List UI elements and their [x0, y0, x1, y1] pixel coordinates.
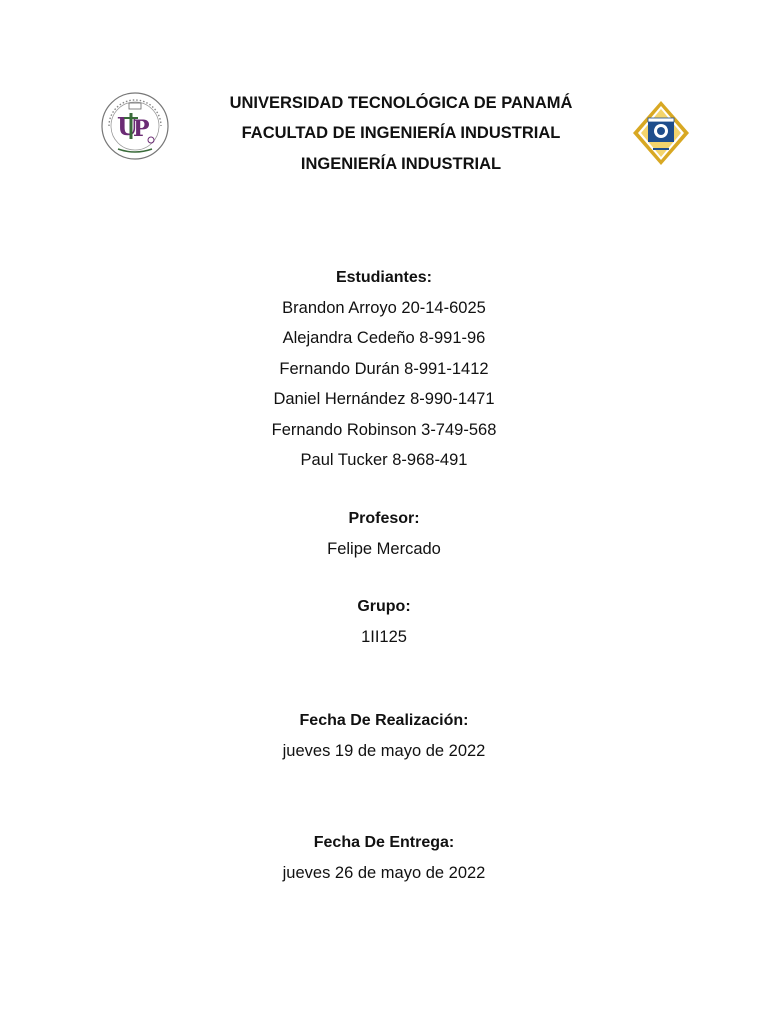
- program-title: INGENIERÍA INDUSTRIAL: [300, 155, 502, 173]
- professor-name: Felipe Mercado: [327, 540, 441, 558]
- student-name: Fernando Robinson 3-749-568: [271, 421, 497, 439]
- students-label: Estudiantes:: [335, 269, 432, 286]
- faculty-title: FACULTAD DE INGENIERÍA INDUSTRIAL: [241, 124, 561, 142]
- group-value: 1II125: [361, 628, 407, 646]
- svg-text:U: U: [117, 112, 138, 141]
- professor-label: Profesor:: [348, 510, 420, 527]
- group-label: Grupo:: [357, 598, 411, 615]
- student-name: Fernando Durán 8-991-1412: [279, 360, 489, 378]
- student-name: Brandon Arroyo 20-14-6025: [282, 299, 486, 317]
- svg-text:P: P: [133, 116, 150, 142]
- student-name: Daniel Hernández 8-990-1471: [273, 390, 495, 408]
- university-title: UNIVERSIDAD TECNOLÓGICA DE PANAMÁ: [229, 94, 573, 112]
- realization-date-label: Fecha De Realización:: [299, 712, 469, 729]
- delivery-date-label: Fecha De Entrega:: [313, 834, 455, 851]
- student-name: Paul Tucker 8-968-491: [300, 451, 468, 469]
- realization-date: jueves 19 de mayo de 2022: [282, 742, 486, 760]
- student-name: Alejandra Cedeño 8-991-96: [282, 329, 486, 347]
- delivery-date: jueves 26 de mayo de 2022: [282, 864, 486, 882]
